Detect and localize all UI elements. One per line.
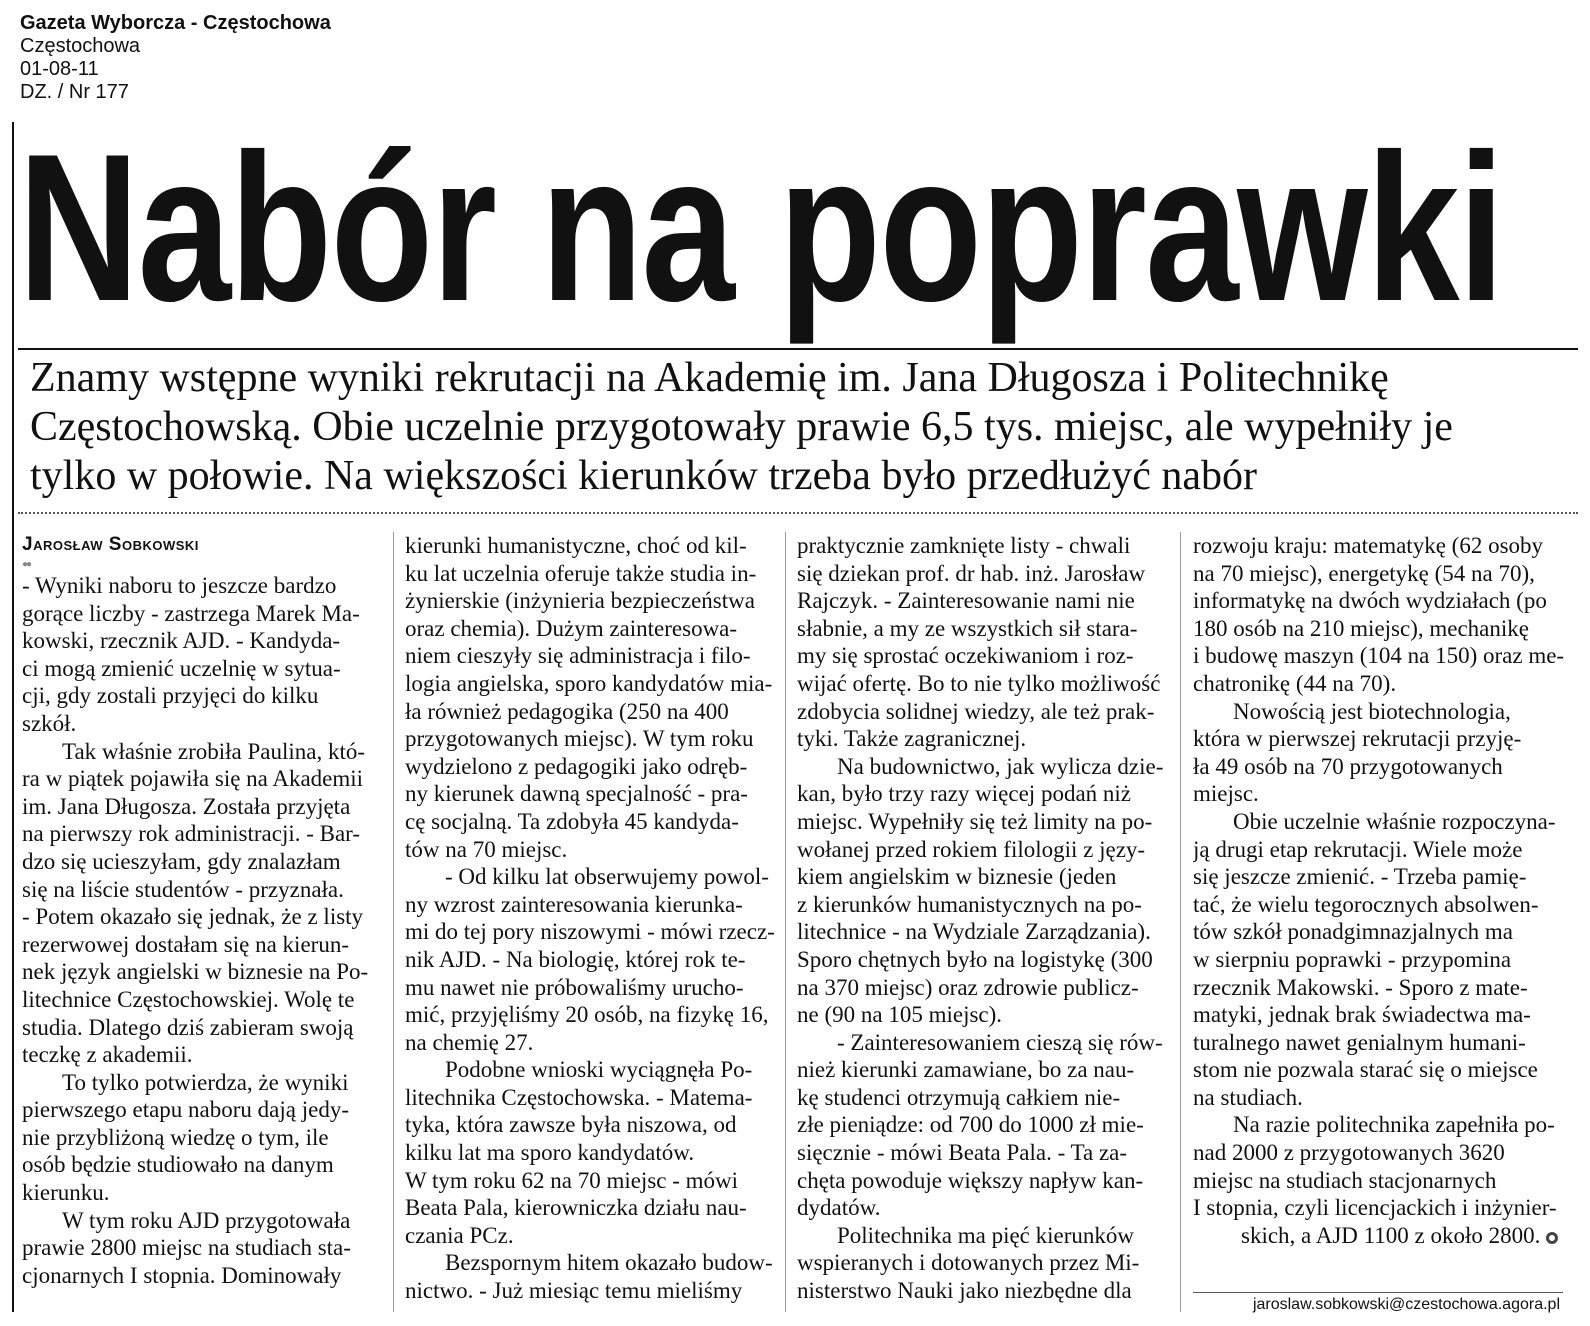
text-line: rezerwowej dostałam się na kierun- [22, 931, 349, 957]
text-line: ny wzrost zainteresowania kierunka- [405, 891, 743, 917]
text-line: cę socjalną. Ta zdobyła 45 kandyda- [405, 808, 739, 834]
text-line: - Potem okazało się jednak, że z listy [22, 904, 364, 930]
text-line: 180 osób na 210 miejsc), mechanikę [1193, 615, 1529, 641]
text-line: osób będzie studiowało na danym [22, 1152, 334, 1178]
article-column-3 [797, 532, 1175, 1305]
text-line: Na budownictwo, jak wylicza dzie- [837, 753, 1164, 779]
text-line: żynierskie (inżynieria bezpieczeństwa [405, 588, 755, 614]
text-line: tów na 70 miejsc. [405, 836, 568, 862]
text-line: litechnika Częstochowska. - Matema- [405, 1084, 753, 1110]
text-line: która w pierwszej rekrutacji przyję- [1193, 726, 1522, 752]
lead-line: tylko w połowie. Na większości kierunków trzeba było przedłużyć nabór [30, 453, 1257, 499]
column-divider [1180, 532, 1181, 1312]
headline: Nabór na poprawki [18, 110, 1504, 345]
publication-name: Gazeta Wyborcza - Częstochowa [20, 12, 331, 34]
text-line: dydatów. [797, 1195, 881, 1221]
text-line: pierwszego etapu naboru dają jedy- [22, 1097, 349, 1123]
text-line: chęta powoduje większy napływ kan- [797, 1167, 1144, 1193]
text-line: szkół. [22, 710, 77, 736]
text-line: cjonarnych I stopnia. Dominowały [22, 1262, 342, 1288]
text-line: kę studenci otrzymują całkiem nie- [797, 1084, 1121, 1110]
text-line: Politechnika ma pięć kierunków [837, 1222, 1135, 1248]
text-line: skich, a AJD 1100 z około 2800. [1193, 1222, 1571, 1250]
article-column-4 [1193, 532, 1571, 1249]
text-line: rzecznik Makowski. - Sporo z mate- [1193, 974, 1528, 1000]
text-line: wijać ofertę. Bo to nie tylko możliwość [797, 670, 1161, 696]
text-line: kierunki humanistyczne, choć od kil- [405, 533, 747, 558]
text-line: Sporo chętnych było na logistykę (300 [797, 946, 1153, 972]
city: Częstochowa [20, 35, 141, 57]
text-line: miejsc na studiach stacjonarnych [1193, 1167, 1497, 1193]
text-line: nież kierunki zamawiane, bo za nau- [797, 1057, 1135, 1083]
text-line: ny kierunek dawną specjalność - pra- [405, 781, 748, 807]
text-line: litechnice - na Wydziale Zarządzania). [797, 919, 1151, 945]
text-line: kowski, rzecznik AJD. - Kandyda- [22, 628, 341, 654]
text-line: Obie uczelnie właśnie rozpoczyna- [1233, 808, 1556, 834]
text-line: kiem angielskim w biznesie (jeden [797, 864, 1117, 890]
text-line: informatykę na dwóch wydziałach (po [1193, 588, 1547, 614]
text-line: niem cieszyły się administracja i filo- [405, 643, 751, 669]
text-line: wołanej przed rokiem filologii z języ- [797, 836, 1146, 862]
lead-line: Częstochowską. Obie uczelnie przygotowały prawie 6,5 tys. miejsc, ale wypełniły je [30, 404, 1453, 450]
text-line: Na razie politechnika zapełniła po- [1233, 1112, 1555, 1138]
text-line: wspieranych i dotowanych przez Mi- [797, 1250, 1140, 1276]
byline-dots-icon: ●● [22, 559, 31, 570]
text-line: Beata Pala, kierowniczka działu nau- [405, 1195, 747, 1221]
text-line: dzo się ucieszyłam, gdy znalazłam [22, 848, 341, 874]
author-email[interactable]: jaroslaw.sobkowski@czestochowa.agora.pl [1252, 1296, 1560, 1313]
text-line: przygotowanych miejsc). W tym roku [405, 726, 754, 752]
text-line: ła również pedagogika (250 na 400 [405, 698, 729, 724]
text-line: W tym roku AJD przygotowała [62, 1207, 351, 1233]
column-text [22, 572, 400, 1289]
column-text [797, 532, 1175, 1305]
column-text [405, 532, 783, 1305]
left-margin-rule [12, 122, 14, 1312]
column-text [1193, 532, 1571, 1249]
text-line: tów szkół ponadgimnazjalnych ma [1193, 919, 1514, 945]
text-line: Bezspornym hitem okazało budow- [445, 1250, 773, 1276]
text-line: matyki, jednak brak świadectwa ma- [1193, 1002, 1531, 1028]
text-line: mu nawet nie próbowaliśmy urucho- [405, 974, 744, 1000]
text-line: się na liście studentów - przyznała. [22, 876, 344, 902]
text-line: chatronikę (44 na 70). [1193, 670, 1397, 696]
text-line: miejsc. Wypełniły się też limity na po- [797, 808, 1153, 834]
text-line: W tym roku 62 na 70 miejsc - mówi [405, 1167, 739, 1193]
text-line: ra w piątek pojawiła się na Akademii [22, 766, 364, 792]
email-rule [1193, 1292, 1563, 1293]
text-line: gorące liczby - zastrzega Marek Ma- [22, 600, 360, 626]
text-line: litechnice Częstochowskiej. Wolę te [22, 986, 355, 1012]
text-line: Podobne wnioski wyciągnęła Po- [445, 1057, 753, 1083]
end-of-article-icon [1546, 1232, 1558, 1244]
text-line: To tylko potwierdza, że wyniki [62, 1069, 349, 1095]
text-line: złe pieniądze: od 700 do 1000 zł mie- [797, 1112, 1144, 1138]
text-line: się jeszcze zmienić. - Trzeba pamię- [1193, 864, 1527, 890]
source-info [20, 12, 331, 104]
text-line: ła 49 osób na 70 przygotowanych [1193, 753, 1503, 779]
text-line: nek język angielski w biznesie na Po- [22, 959, 369, 985]
text-line: praktycznie zamknięte listy - chwali [797, 533, 1131, 558]
text-line: ją drugi etap rekrutacji. Wiele może [1193, 836, 1523, 862]
article-column-2 [405, 532, 783, 1305]
headline-rule [18, 348, 1578, 350]
text-line: nik AJD. - Na biologię, której rok te- [405, 946, 746, 972]
text-line: nie przybliżoną wiedzę o tym, ile [22, 1124, 329, 1150]
text-line: - Wyniki naboru to jeszcze bardzo [22, 573, 337, 598]
text-line: stom nie pozwala starać się o miejsce [1193, 1057, 1538, 1083]
text-line: na studiach. [1193, 1084, 1303, 1110]
lead-paragraph [30, 354, 1570, 501]
column-divider [785, 532, 786, 1312]
text-line: wydzielono z pedagogiki jako odręb- [405, 753, 748, 779]
text-line: na 370 miejsc) oraz zdrowie publicz- [797, 974, 1139, 1000]
text-line: tyki. Także zagranicznej. [797, 726, 1027, 752]
text-line: miejsc. [1193, 781, 1259, 807]
text-line: my się sprostać oczekiwaniom i roz- [797, 643, 1134, 669]
text-line: im. Jana Długosza. Została przyjęta [22, 793, 351, 819]
text-line: w sierpniu poprawki - przypomina [1193, 946, 1512, 972]
text-line: studia. Dlatego dziś zabieram swoją [22, 1014, 354, 1040]
text-line: na 70 miejsc), energetykę (54 na 70), [1193, 560, 1535, 586]
text-line: mi do tej pory niszowymi - mówi rzecz- [405, 919, 775, 945]
issue-number: DZ. / Nr 177 [20, 81, 129, 103]
text-line: tać, że wielu tegorocznych absolwen- [1193, 891, 1539, 917]
text-line: sięcznie - mówi Beata Pala. - Ta za- [797, 1140, 1128, 1166]
date: 01-08-11 [20, 58, 99, 80]
lead-divider [18, 512, 1578, 514]
author-byline: Jarosław Sobkowski [22, 534, 199, 555]
text-line: kan, było trzy razy więcej podań niż [797, 781, 1132, 807]
text-line: na chemię 27. [405, 1029, 534, 1055]
text-line: rozwoju kraju: matematykę (62 osoby [1193, 533, 1544, 558]
text-line: Rajczyk. - Zainteresowanie nami nie [797, 588, 1135, 614]
text-line: mić, przyjęliśmy 20 osób, na fizykę 16, [405, 1002, 769, 1028]
text-line: zdobycia solidnej wiedzy, ale też prak- [797, 698, 1155, 724]
text-line: i budowę maszyn (104 na 150) oraz me- [1193, 643, 1565, 669]
text-line: czania PCz. [405, 1222, 514, 1248]
text-line: cji, gdy zostali przyjęci do kilku [22, 683, 319, 709]
text-line: nad 2000 z przygotowanych 3620 [1193, 1140, 1505, 1166]
text-line: kierunku. [22, 1180, 110, 1206]
text-line: prawie 2800 miejsc na studiach sta- [22, 1235, 351, 1261]
text-line: teczkę z akademii. [22, 1042, 193, 1068]
text-line: - Od kilku lat obserwujemy powol- [445, 864, 769, 890]
text-line: na pierwszy rok administracji. - Bar- [22, 821, 361, 847]
text-line: tyka, która zawsze była niszowa, od [405, 1112, 737, 1138]
text-line: turalnego nawet genialnym humani- [1193, 1029, 1526, 1055]
text-line: Tak właśnie zrobiła Paulina, któ- [62, 738, 366, 764]
text-line: kilku lat ma sporo kandydatów. [405, 1140, 695, 1166]
text-line: ku lat uczelnia oferuje także studia in- [405, 560, 757, 586]
text-line: się dziekan prof. dr hab. inż. Jarosław [797, 560, 1146, 586]
text-line: Nowością jest biotechnologia, [1233, 698, 1511, 724]
lead-line: Znamy wstępne wyniki rekrutacji na Akademię im. Jana Długosza i Politechnikę [30, 355, 1389, 401]
text-line: ne (90 na 105 miejsc). [797, 1002, 1003, 1028]
text-line: nisterstwo Nauki jako niezbędne dla [797, 1278, 1132, 1304]
article-column-1 [22, 532, 400, 1289]
text-line: słabnie, a my ze wszystkich sił stara- [797, 615, 1138, 641]
text-line: - Zainteresowaniem cieszą się rów- [837, 1029, 1163, 1055]
text-line: oraz chemia). Dużym zainteresowa- [405, 615, 738, 641]
text-line: logia angielska, sporo kandydatów mia- [405, 670, 773, 696]
text-line: z kierunków humanistycznych na po- [797, 891, 1142, 917]
text-line: nictwo. - Już miesiąc temu mieliśmy [405, 1278, 743, 1304]
text-line: I stopnia, czyli licencjackich i inżynier- [1193, 1195, 1557, 1221]
text-line: ci mogą zmienić uczelnię w sytua- [22, 655, 341, 681]
